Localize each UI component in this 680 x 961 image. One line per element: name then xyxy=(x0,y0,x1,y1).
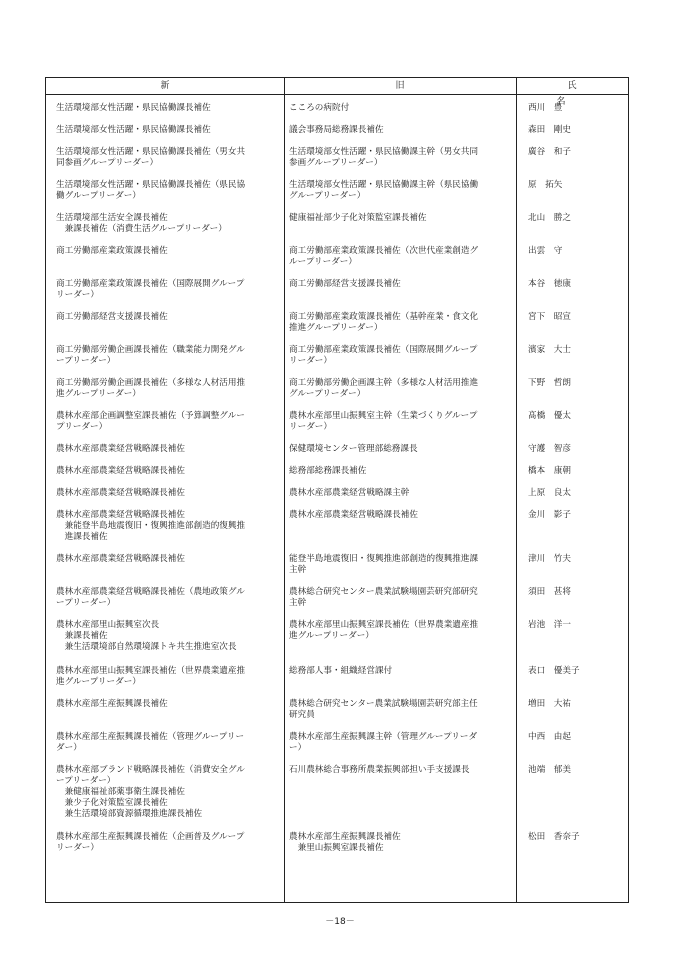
cell-new: 農林水産部農業経営戦略課長補佐 xyxy=(56,466,185,476)
cell-name: 岩池 洋一 xyxy=(528,620,571,630)
cell-old: 生活環境部女性活躍・県民協働課主幹（県民協働 グループリーダー） xyxy=(289,180,479,201)
cell-new: 農林水産部ブランド戦略課長補佐（消費安全グル ープリーダー） 兼健康福祉部薬事衛生課長補佐 兼少子化対策監室課長補佐 兼生活環境部資源循環推進課長補佐 xyxy=(56,765,245,819)
cell-old: 石川農林総合事務所農業振興部担い手支援課長 xyxy=(289,765,470,775)
personnel-table xyxy=(45,77,629,903)
column-divider-new-old xyxy=(284,78,285,902)
cell-name: 中西 由起 xyxy=(528,732,571,742)
cell-new: 商工労働部産業政策課長補佐 xyxy=(56,246,168,256)
cell-old: 生活環境部女性活躍・県民協働課主幹（男女共同 参画グループリーダー） xyxy=(289,147,479,168)
cell-name: 北山 勝之 xyxy=(528,213,571,223)
cell-old: 保健環境センター管理部総務課長 xyxy=(289,444,418,454)
cell-old: 総務部人事・組織経営課付 xyxy=(289,666,393,676)
cell-new: 農林水産部農業経営戦略課長補佐 xyxy=(56,554,185,564)
cell-old: 商工労働部労働企画課主幹（多様な人材活用推進 グループリーダー） xyxy=(289,378,479,399)
cell-old: 農林水産部里山振興室主幹（生業づくりグループ リーダー） xyxy=(289,411,478,432)
cell-name: 廣谷 和子 xyxy=(528,147,571,157)
cell-name: 原 拓矢 xyxy=(528,180,563,190)
cell-new: 生活環境部女性活躍・県民協働課長補佐 xyxy=(56,103,211,113)
cell-name: 宮下 昭宣 xyxy=(528,312,571,322)
cell-new: 農林水産部農業経営戦略課長補佐 xyxy=(56,444,185,454)
cell-name: 上原 良太 xyxy=(528,488,571,498)
cell-old: 議会事務局総務課長補佐 xyxy=(289,125,384,135)
cell-name: 津川 竹夫 xyxy=(528,554,571,564)
cell-new: 農林水産部生産振興課長補佐 xyxy=(56,699,168,709)
cell-old: こころの病院付 xyxy=(289,103,350,113)
cell-old: 商工労働部産業政策課長補佐（国際展開グループ リーダー） xyxy=(289,345,478,366)
cell-new: 商工労働部経営支援課長補佐 xyxy=(56,312,168,322)
cell-old: 健康福祉部少子化対策監室課長補佐 xyxy=(289,213,427,223)
cell-old: 農林水産部農業経営戦略課長補佐 xyxy=(289,510,418,520)
cell-new: 農林水産部生産振興課長補佐（企画普及グループ リーダー） xyxy=(56,832,245,853)
cell-new: 生活環境部女性活躍・県民協働課長補佐 xyxy=(56,125,211,135)
cell-old: 農林水産部農業経営戦略課主幹 xyxy=(289,488,410,498)
cell-name: 下野 哲朗 xyxy=(528,378,571,388)
cell-name: 橋本 康朝 xyxy=(528,466,571,476)
cell-new: 農林水産部里山振興室課長補佐（世界農業遺産推 進グループリーダー） xyxy=(56,666,246,687)
cell-new: 農林水産部農業経営戦略課長補佐 兼能登半島地震復旧・復興推進部創造的復興推 進課長補佐 xyxy=(56,510,246,542)
cell-new: 生活環境部女性活躍・県民協働課長補佐（県民協 働グループリーダー） xyxy=(56,180,246,201)
cell-name: 森田 剛史 xyxy=(528,125,571,135)
cell-old: 農林水産部生産振興課主幹（管理グループリーダ ー） xyxy=(289,732,478,753)
cell-name: 西川 豊 xyxy=(528,103,563,113)
cell-new: 商工労働部労働企画課長補佐（職業能力開発グル ープリーダー） xyxy=(56,345,245,366)
cell-new: 農林水産部農業経営戦略課長補佐 xyxy=(56,488,185,498)
cell-old: 農林水産部生産振興課長補佐 兼里山振興室課長補佐 xyxy=(289,832,401,853)
cell-old: 商工労働部産業政策課長補佐（基幹産業・食文化 推進グループリーダー） xyxy=(289,312,479,333)
cell-new: 農林水産部里山振興室次長 兼課長補佐 兼生活環境部自然環境課トキ共生推進室次長 xyxy=(56,620,237,652)
cell-new: 生活環境部生活安全課長補佐 兼課長補佐（消費生活グループリーダー） xyxy=(56,213,227,234)
cell-old: 商工労働部産業政策課長補佐（次世代産業創造グ ループリーダー） xyxy=(289,246,479,267)
column-divider-old-name xyxy=(516,78,517,902)
header-name: 氏 名 xyxy=(556,81,630,107)
cell-name: 髙橋 優太 xyxy=(528,411,571,421)
cell-name: 金川 影子 xyxy=(528,510,571,520)
cell-new: 農林水産部企画調整室課長補佐（予算調整グルー プリーダー） xyxy=(56,411,245,432)
cell-new: 商工労働部労働企画課長補佐（多様な人材活用推 進グループリーダー） xyxy=(56,378,246,399)
header-old: 旧 xyxy=(395,81,405,91)
cell-name: 増田 大祐 xyxy=(528,699,571,709)
cell-name: 松田 香奈子 xyxy=(528,832,580,842)
cell-name: 表口 優美子 xyxy=(528,666,580,676)
table-header xyxy=(46,78,630,107)
cell-old: 総務部総務課長補佐 xyxy=(289,466,367,476)
header-new: 新 xyxy=(160,81,170,91)
cell-old: 農林総合研究センター農業試験場園芸研究部研究 主幹 xyxy=(289,587,478,608)
cell-name: 出雲 守 xyxy=(528,246,563,256)
cell-new: 商工労働部産業政策課長補佐（国際展開グループ リーダー） xyxy=(56,279,245,300)
cell-old: 商工労働部経営支援課長補佐 xyxy=(289,279,401,289)
cell-name: 本谷 徳康 xyxy=(528,279,571,289)
cell-old: 能登半島地震復旧・復興推進部創造的復興推進課 主幹 xyxy=(289,554,479,575)
cell-new: 生活環境部女性活躍・県民協働課長補佐（男女共 同参画グループリーダー） xyxy=(56,147,246,168)
cell-new: 農林水産部農業経営戦略課長補佐（農地政策グル ープリーダー） xyxy=(56,587,245,608)
cell-name: 守護 智彦 xyxy=(528,444,571,454)
page-number: －18－ xyxy=(325,917,355,927)
cell-old: 農林総合研究センター農業試験場園芸研究部主任 研究員 xyxy=(289,699,478,720)
cell-name: 須田 甚将 xyxy=(528,587,571,597)
cell-name: 濱家 大士 xyxy=(528,345,571,355)
cell-name: 池端 郁美 xyxy=(528,765,571,775)
cell-old: 農林水産部里山振興室課長補佐（世界農業遺産推 進グループリーダー） xyxy=(289,620,479,641)
cell-new: 農林水産部生産振興課長補佐（管理グループリー ダー） xyxy=(56,732,245,753)
